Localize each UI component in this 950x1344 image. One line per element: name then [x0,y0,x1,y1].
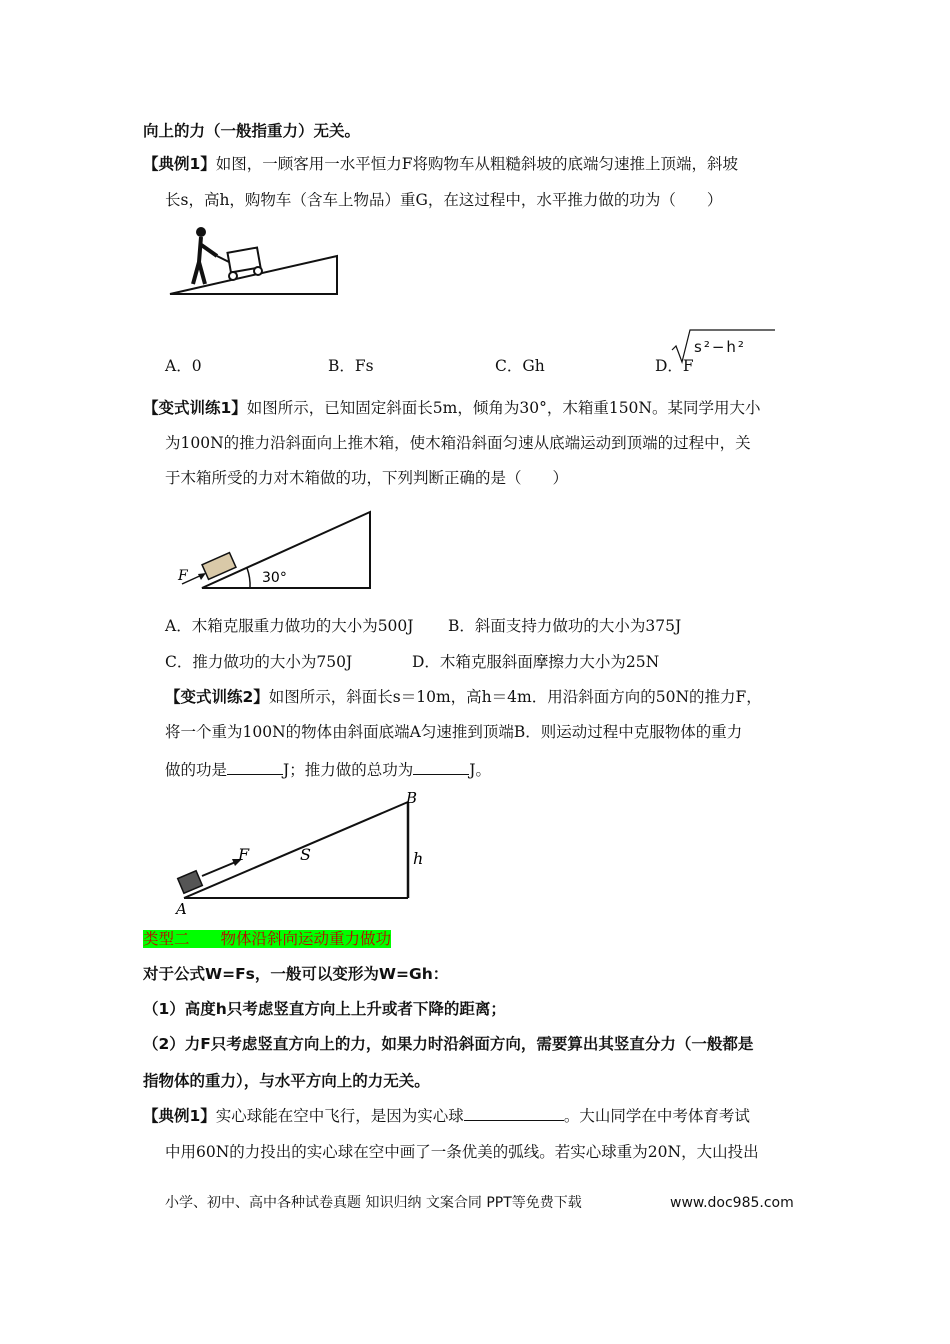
length-s-label: S [300,845,311,864]
variant2-line1 [165,686,762,708]
point-b-label: B [406,789,418,807]
force-f-label: F [238,845,250,864]
example1-option-a: A．0 [165,357,202,375]
example2-text1b: 。大山同学在中考体育考试 [563,1107,750,1125]
example2-line1 [143,1104,750,1127]
example1-text1: 如图，一顾客用一水平恒力F将购物车从粗糙斜坡的底端匀速推上顶端，斜坡 [215,155,739,173]
example1-option-d-radicand: s²−h² [694,338,746,356]
variant1-tag: 【变式训练1】 [143,399,247,417]
footer-url[interactable]: www.doc985.com [670,1195,794,1211]
incline-30-figure [170,508,375,593]
answer-blank-reason[interactable] [464,1104,564,1121]
variant1-option-c: C．推力做功的大小为750J [165,653,353,671]
variant2-line3 [165,758,491,781]
example2-line2: 中用60N的力投出的实心球在空中画了一条优美的弧线。若实心球重为20N，大山投出 [165,1143,759,1161]
example1-option-c: C．Gh [495,357,545,375]
example1-option-d-prefix: D．F [655,357,694,375]
answer-blank-total-work[interactable] [413,758,469,775]
variant2-text1: 如图所示，斜面长s＝10m，高h＝4m．用沿斜面方向的50N的推力F， [268,688,762,706]
type2-line2: （1）高度h只考虑竖直方向上上升或者下降的距离； [143,1000,506,1018]
intro-line: 向上的力（一般指重力）无关。 [143,122,361,140]
variant1-line3: 于木箱所受的力对木箱做的功，下列判断正确的是（ ） [165,469,569,487]
variant1-option-b: B．斜面支持力做功的大小为375J [448,617,682,635]
variant1-line2: 为100N的推力沿斜面向上推木箱，使木箱沿斜面匀速从底端运动到顶端的过程中，关 [165,434,751,452]
variant2-text3b: J；推力做的总功为 [283,761,414,779]
type2-line1: 对于公式W=Fs，一般可以变形为W=Gh： [143,965,449,983]
point-a-label: A [176,900,187,918]
type2-heading-text: 类型二 物体沿斜向运动重力做功 [143,930,392,948]
example1-line1 [143,153,738,175]
incline-force-label: F [178,568,188,584]
incline-angle-label: 30° [262,570,287,586]
shopping-cart-slope-figure [165,222,345,298]
type2-line3: （2）力F只考虑竖直方向上的力，如果力时沿斜面方向，需要算出其竖直分力（一般都是 [143,1035,754,1053]
height-h-label: h [413,849,424,868]
variant2-text3a: 做的功是 [165,761,228,779]
example2-tag: 【典例1】 [143,1107,216,1125]
variant2-tag: 【变式训练2】 [165,688,269,706]
example1-option-b: B．Fs [328,357,374,375]
variant1-line1 [143,397,760,419]
variant1-option-a: A．木箱克服重力做功的大小为500J [165,617,414,635]
variant2-text3c: J。 [469,761,491,779]
variant1-option-d: D．木箱克服斜面摩擦力大小为25N [412,653,660,671]
answer-blank-gravity-work[interactable] [227,758,283,775]
footer-text: 小学、初中、高中各种试卷真题 知识归纳 文案合同 PPT等免费下载 [165,1195,582,1211]
type2-heading [143,928,391,950]
variant2-line2: 将一个重为100N的物体由斜面底端A匀速推到顶端B．则运动过程中克服物体的重力 [165,723,743,741]
incline-ab-figure [172,788,422,916]
example2-text1a: 实心球能在空中飞行，是因为实心球 [215,1107,464,1125]
variant1-text1: 如图所示，已知固定斜面长5m，倾角为30°，木箱重150N。某同学用大小 [246,399,761,417]
example1-line2: 长s，高h，购物车（含车上物品）重G，在这过程中，水平推力做的功为（ ） [165,191,723,209]
type2-line4: 指物体的重力），与水平方向上的力无关。 [143,1072,430,1090]
example1-tag: 【典例1】 [143,155,216,173]
